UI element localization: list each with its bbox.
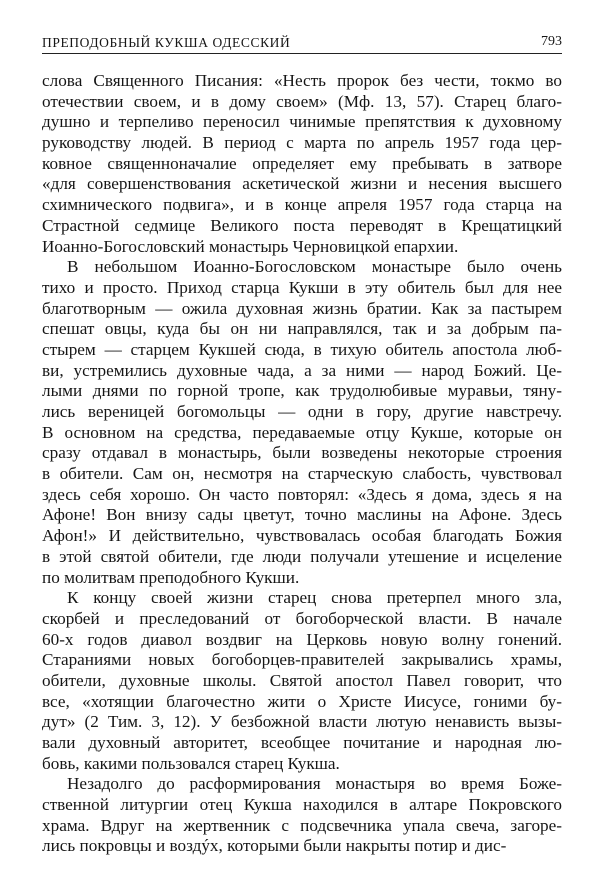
text-line: в обители. Сам он, несмотря на старческую слабость, чувствовал [42, 464, 562, 484]
text-line: Афоне! Вон внизу сады цветут, точно маслины на Афоне. Здесь [42, 505, 562, 525]
running-header [42, 33, 562, 54]
text-line: лись вереницей богомольцы — одни в гору, другие навстречу. [42, 402, 562, 421]
text-line: «для совершенствования аскетической жизни и несения высшего [42, 174, 562, 194]
paragraph [42, 774, 562, 857]
text-line: вали духовный авторитет, всеобщее почитание и народная лю- [42, 733, 562, 752]
text-line: в этой святой обители, где люди получали утешение и исцеление [42, 546, 562, 566]
text-line: Незадолго до расформирования монастыря во время Боже- [67, 774, 562, 794]
text-line: по молитвам преподобного Кукши. [42, 567, 300, 587]
text-line: ковное священноначалие определяет ему пребывать в затворе [42, 153, 562, 173]
text-line: дут» (2 Тим. 3, 12). У безбожной власти лютую ненависть вызы- [42, 712, 562, 732]
text-line: ви, устремились духовные чада, а за ними — народ Божий. Це- [42, 360, 562, 380]
text-line: лись покровцы и воздýх, которыми были накрыты потир и дис- [42, 836, 507, 856]
text-line: В основном на средства, передаваемые отцу Кукше, которые он [42, 422, 562, 442]
page-body [42, 71, 562, 857]
page-number: 793 [541, 34, 562, 49]
text-line: благотворным — ожила духовная жизнь братии. Как за пастырем [42, 298, 562, 318]
text-line: стырем — старцем Кукшей сюда, в тихую обитель апостола люб- [42, 339, 562, 359]
text-line: сразу отдавал в монастырь, были возведены некоторые строения [42, 443, 562, 463]
running-title: ПРЕПОДОБНЫЙ КУКША ОДЕССКИЙ [42, 35, 291, 50]
text-line: ственной литургии отец Кукша находился в алтаре Покровского [42, 795, 562, 815]
text-line: слова Священного Писания: «Несть пророк без чести, токмо во [42, 71, 562, 90]
text-line: храма. Вдруг на жертвенник с подсвечника упала свеча, загоре- [42, 815, 562, 835]
text-line: душно и терпеливо переносил чинимые препятствия к духовному [42, 112, 562, 132]
text-line: Страстной седмице Великого поста переводят в Крещатицкий [42, 215, 562, 235]
text-line: В небольшом Иоанно-Богословском монастыре было очень [67, 257, 562, 277]
text-line: К концу своей жизни старец снова претерпел много зла, [67, 588, 562, 608]
paragraph [42, 71, 562, 257]
text-line: тихо и просто. Приход старца Кукши в эту обитель был для нее [42, 277, 562, 297]
text-line: спешат овцы, куда бы он ни направлялся, так и за добрым па- [42, 319, 562, 339]
text-line: скорбей и преследований от богоборческой власти. В начале [42, 608, 562, 628]
text-line: обители, духовные школы. Святой апостол Павел говорит, что [42, 670, 562, 690]
paragraph [42, 257, 562, 588]
text-line: 60-х годов диавол воздвиг на Церковь новую волну гонений. [42, 629, 562, 649]
paragraph [42, 588, 562, 774]
text-line: все, «хотящии благочестно жити о Христе Иисусе, гоними бу- [42, 691, 562, 711]
text-line: здесь себя хорошо. Он часто повторял: «Здесь я дома, здесь я на [42, 484, 562, 504]
text-line: Иоанно-Богословский монастырь Черновицкой епархии. [42, 236, 459, 256]
text-line: схимнического подвига», и в конце апреля 1957 года старца на [42, 195, 562, 215]
text-line: отечествии своем, и в дому своем» (Мф. 13, 57). Старец благо- [42, 91, 562, 111]
text-line: руководству людей. В период с марта по апрель 1957 года цер- [42, 133, 562, 153]
text-line: Стараниями новых богоборцев-правителей закрывались храмы, [42, 650, 562, 670]
text-line: бовь, какими пользовался старец Кукша. [42, 753, 340, 773]
text-line: Афон!» И действительно, чувствовалась особая благодать Божия [42, 526, 562, 546]
text-line: лыми днями по горной тропе, как трудолюбивые муравьи, тяну- [42, 381, 562, 401]
